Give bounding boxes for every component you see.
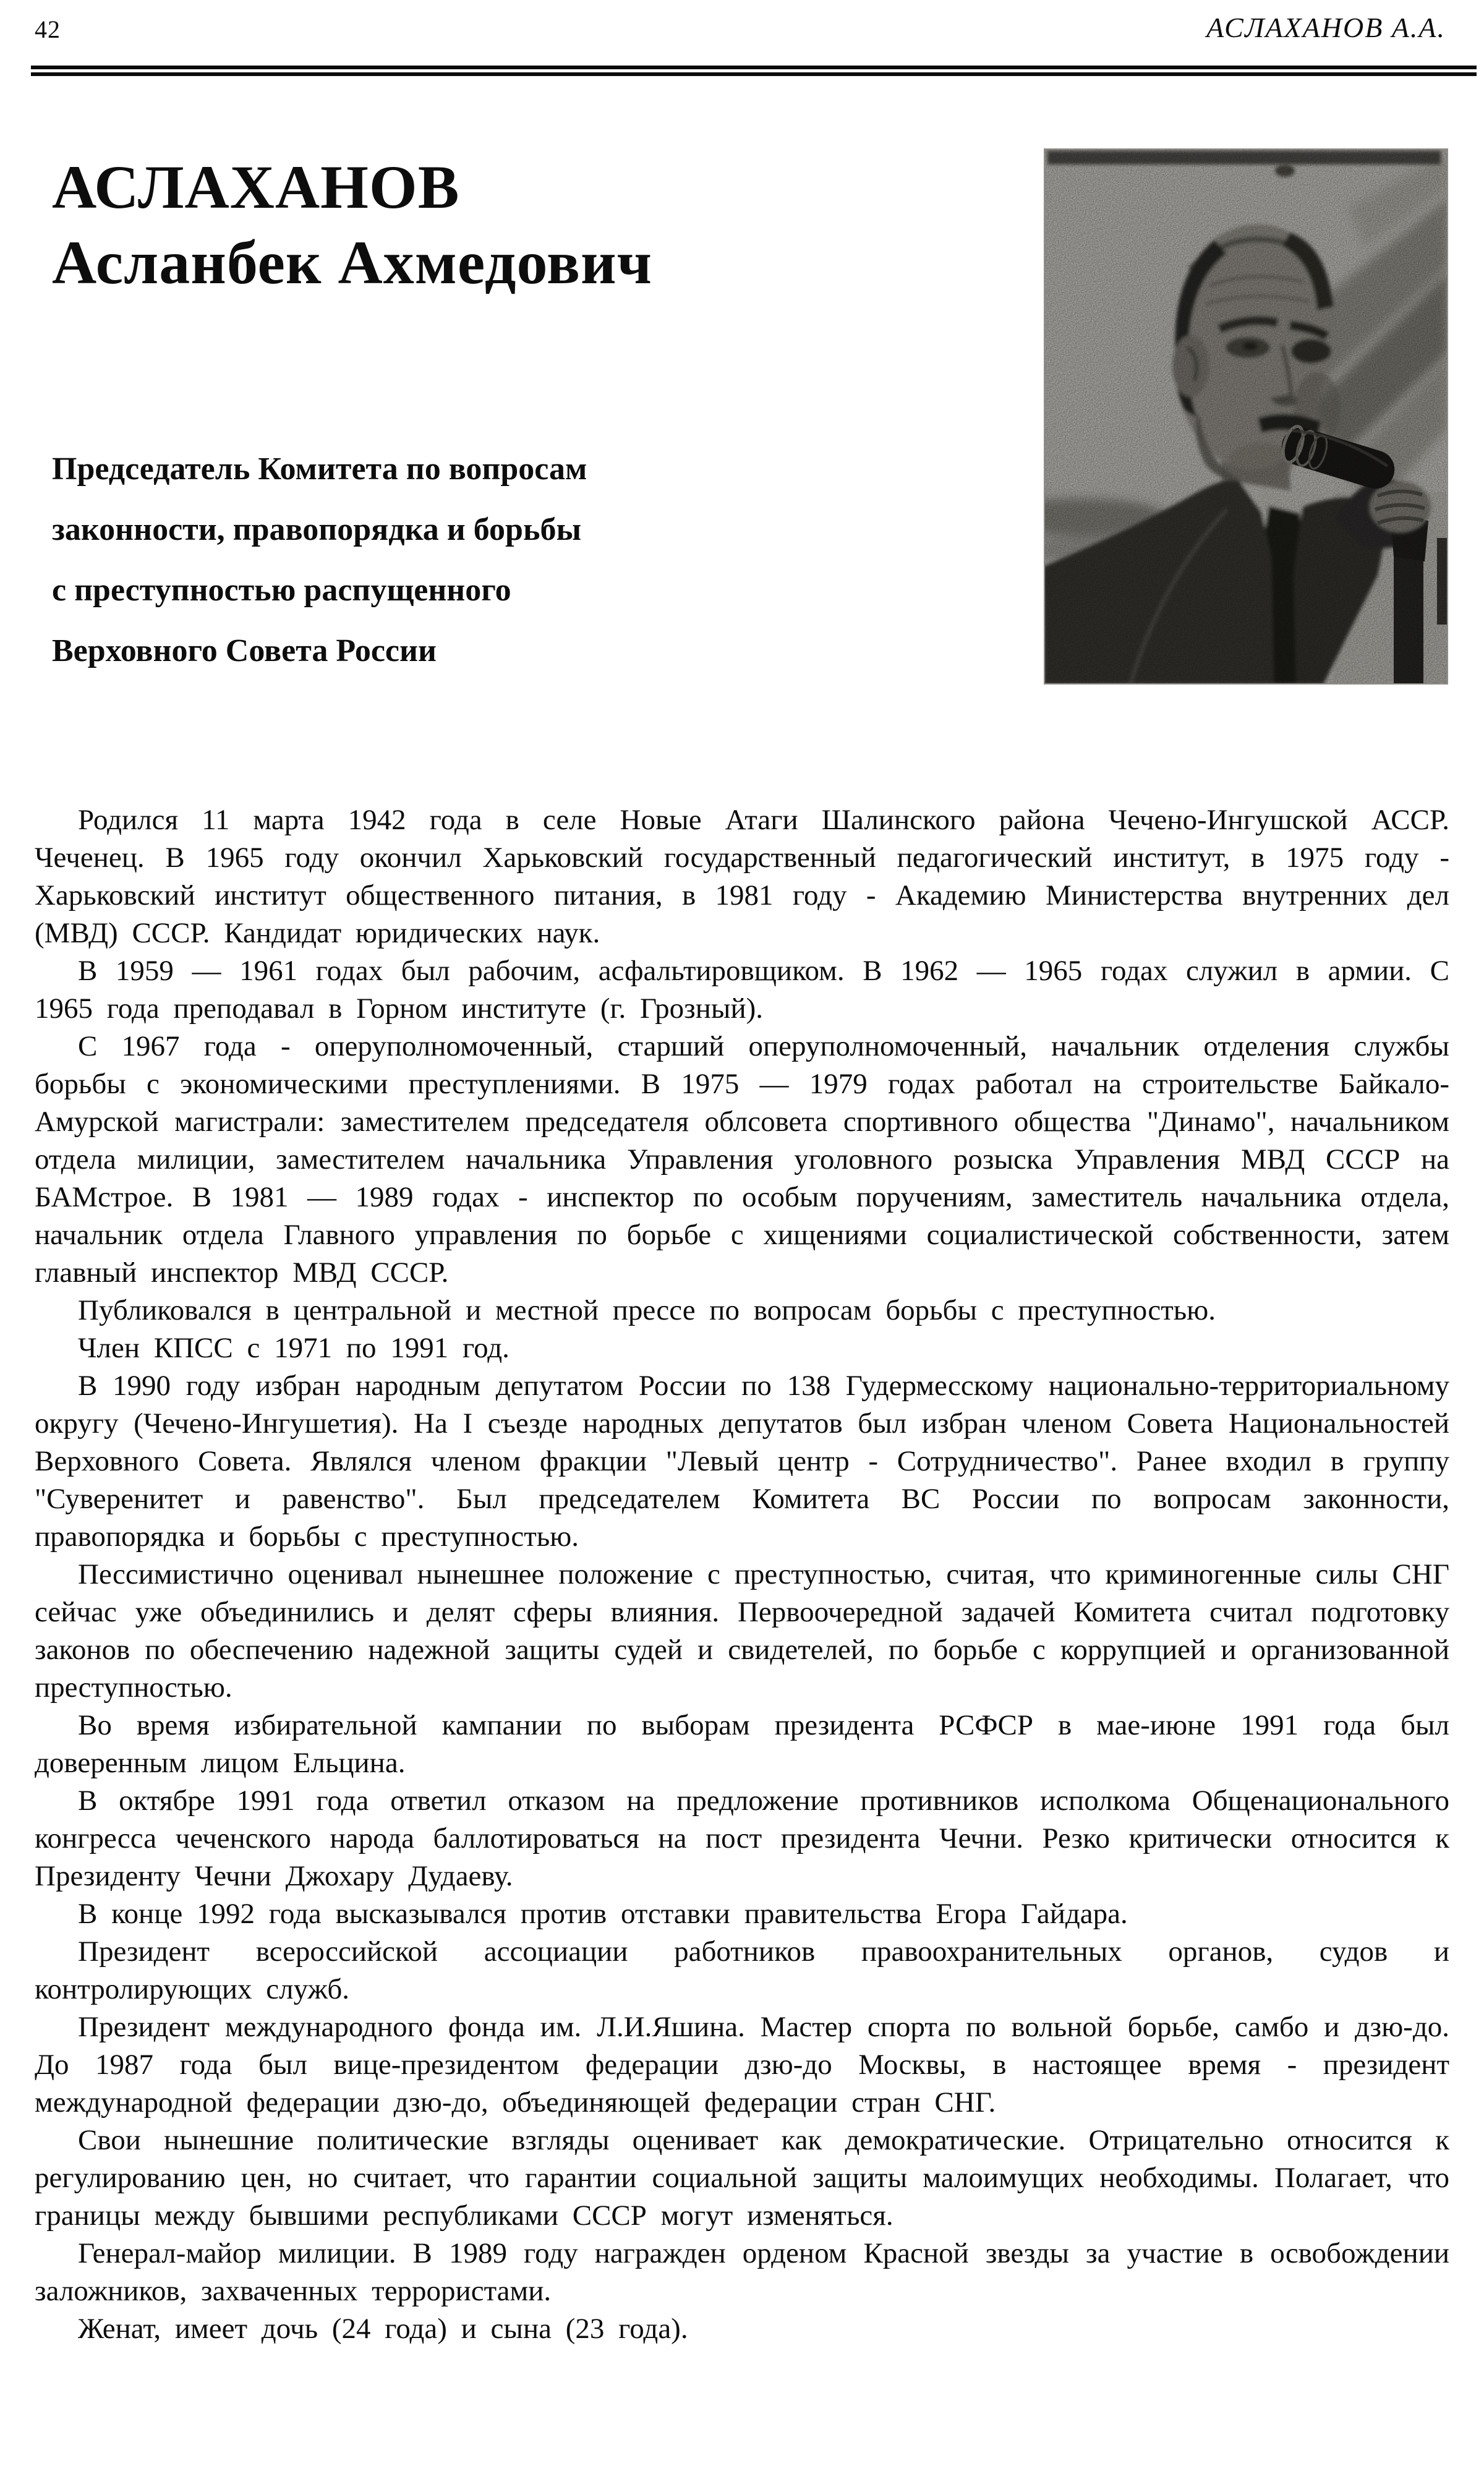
position-subtitle-line: законности, правопорядка и борьбы	[52, 512, 582, 547]
photo-grain-overlay	[1044, 148, 1448, 685]
bio-paragraph: Родился 11 марта 1942 года в селе Новые Атаги Шалинского района Чечено-Ингушской АССР. Чеченец. В 1965 году окончил Харьковский государственный педагогический институт, в 1975 году - Харьковский институт общественного питания, в 1981 году - Академию Министерства внутренних дел (МВД) СССР. Кандидат юридических наук.	[35, 804, 1449, 949]
bio-paragraph: В 1959 — 1961 годах был рабочим, асфальтировщиком. В 1962 — 1965 годах служил в армии. С 1965 года преподавал в Горном институте (г. Грозный).	[35, 955, 1449, 1025]
article-title-surname: АСЛАХАНОВ	[52, 153, 460, 221]
bio-paragraph: В 1990 году избран народным депутатом России по 138 Гудермесскому национально-территориальному округу (Чечено-Ингушетия). На I съезде народных депутатов был избран членом Совета Национальностей Верховного Совета. Являлся членом фракции "Левый центр - Сотрудничество". Ранее входил в группу "Суверенитет и равенство". Был председателем Комитета ВС России по вопросам законности, правопорядка и борьбы с преступностью.	[35, 1370, 1449, 1553]
position-subtitle-line: Верховного Совета России	[52, 633, 437, 668]
bio-paragraph: Президент всероссийской ассоциации работников правоохранительных органов, судов и контролирующих служб.	[35, 1935, 1449, 2005]
header-rule-top	[31, 66, 1477, 69]
position-subtitle-line: Председатель Комитета по вопросам	[52, 451, 587, 487]
bio-paragraph: Генерал-майор милиции. В 1989 году награжден орденом Красной звезды за участие в освобождении заложников, захваченных террористами.	[35, 2237, 1449, 2307]
photo-man-with-microphone	[1044, 148, 1448, 685]
bio-paragraph: В октябре 1991 года ответил отказом на предложение противников исполкома Общенационального конгресса чеченского народа баллотироваться на пост президента Чечни. Резко критически относится к Президенту Чечни Джохару Дудаеву.	[35, 1785, 1449, 1892]
position-subtitle-line: с преступностью распущенного	[52, 573, 511, 608]
running-head: АСЛАХАНОВ А.А.	[1206, 12, 1446, 43]
biography-text	[35, 801, 1449, 2348]
article-title	[52, 150, 652, 301]
article-title-givenname: Асланбек Ахмедович	[52, 228, 653, 297]
bio-paragraph: Пессимистично оценивал нынешнее положение с преступностью, считая, что криминогенные силы СНГ сейчас уже объединились и делят сферы влияния. Первоочередной задачей Комитета считал подготовку законов по обеспечению надежной защиты судей и свидетелей, по борьбе с коррупцией и организованной преступностью.	[35, 1558, 1449, 1704]
portrait-photo	[1044, 148, 1448, 685]
bio-paragraph: Президент международного фонда им. Л.И.Яшина. Мастер спорта по вольной борьбе, самбо и дзю-до. До 1987 года был вице-президентом федерации дзю-до Москвы, в настоящее время - президент международной федерации дзю-до, объединяющей федерации стран СНГ.	[35, 2011, 1449, 2119]
bio-paragraph: Публиковался в центральной и местной прессе по вопросам борьбы с преступностью.	[78, 1294, 1216, 1326]
page-number: 42	[35, 15, 61, 43]
bio-paragraph: В конце 1992 года высказывался против отставки правительства Егора Гайдара.	[78, 1898, 1128, 1930]
bio-paragraph: Член КПСС с 1971 по 1991 год.	[78, 1332, 510, 1364]
bio-paragraph: Женат, имеет дочь (24 года) и сына (23 года).	[78, 2313, 688, 2345]
header-rule-bottom	[31, 72, 1477, 76]
bio-paragraph: Во время избирательной кампании по выборам президента РСФСР в мае-июне 1991 года был доверенным лицом Ельцина.	[35, 1709, 1449, 1779]
bio-paragraph: С 1967 года - оперуполномоченный, старший оперуполномоченный, начальник отделения службы борьбы с экономическими преступлениями. В 1975 — 1979 годах работал на строительстве Байкало-Амурской магистрали: заместителем председателя облсовета спортивного общества "Динамо", начальником отдела милиции, заместителем начальника Управления уголовного розыска Управления МВД СССР на БАМстрое. В 1981 — 1989 годах - инспектор по особым поручениям, заместитель начальника отдела, начальник отдела Главного управления по борьбе с хищениями социалистической собственности, затем главный инспектор МВД СССР.	[35, 1030, 1449, 1289]
position-subtitle	[52, 439, 587, 681]
bio-paragraph: Свои нынешние политические взгляды оценивает как демократические. Отрицательно относится к регулированию цен, но считает, что гарантии социальной защиты малоимущих необходимы. Полагает, что границы между бывшими республиками СССР могут изменяться.	[35, 2124, 1449, 2232]
